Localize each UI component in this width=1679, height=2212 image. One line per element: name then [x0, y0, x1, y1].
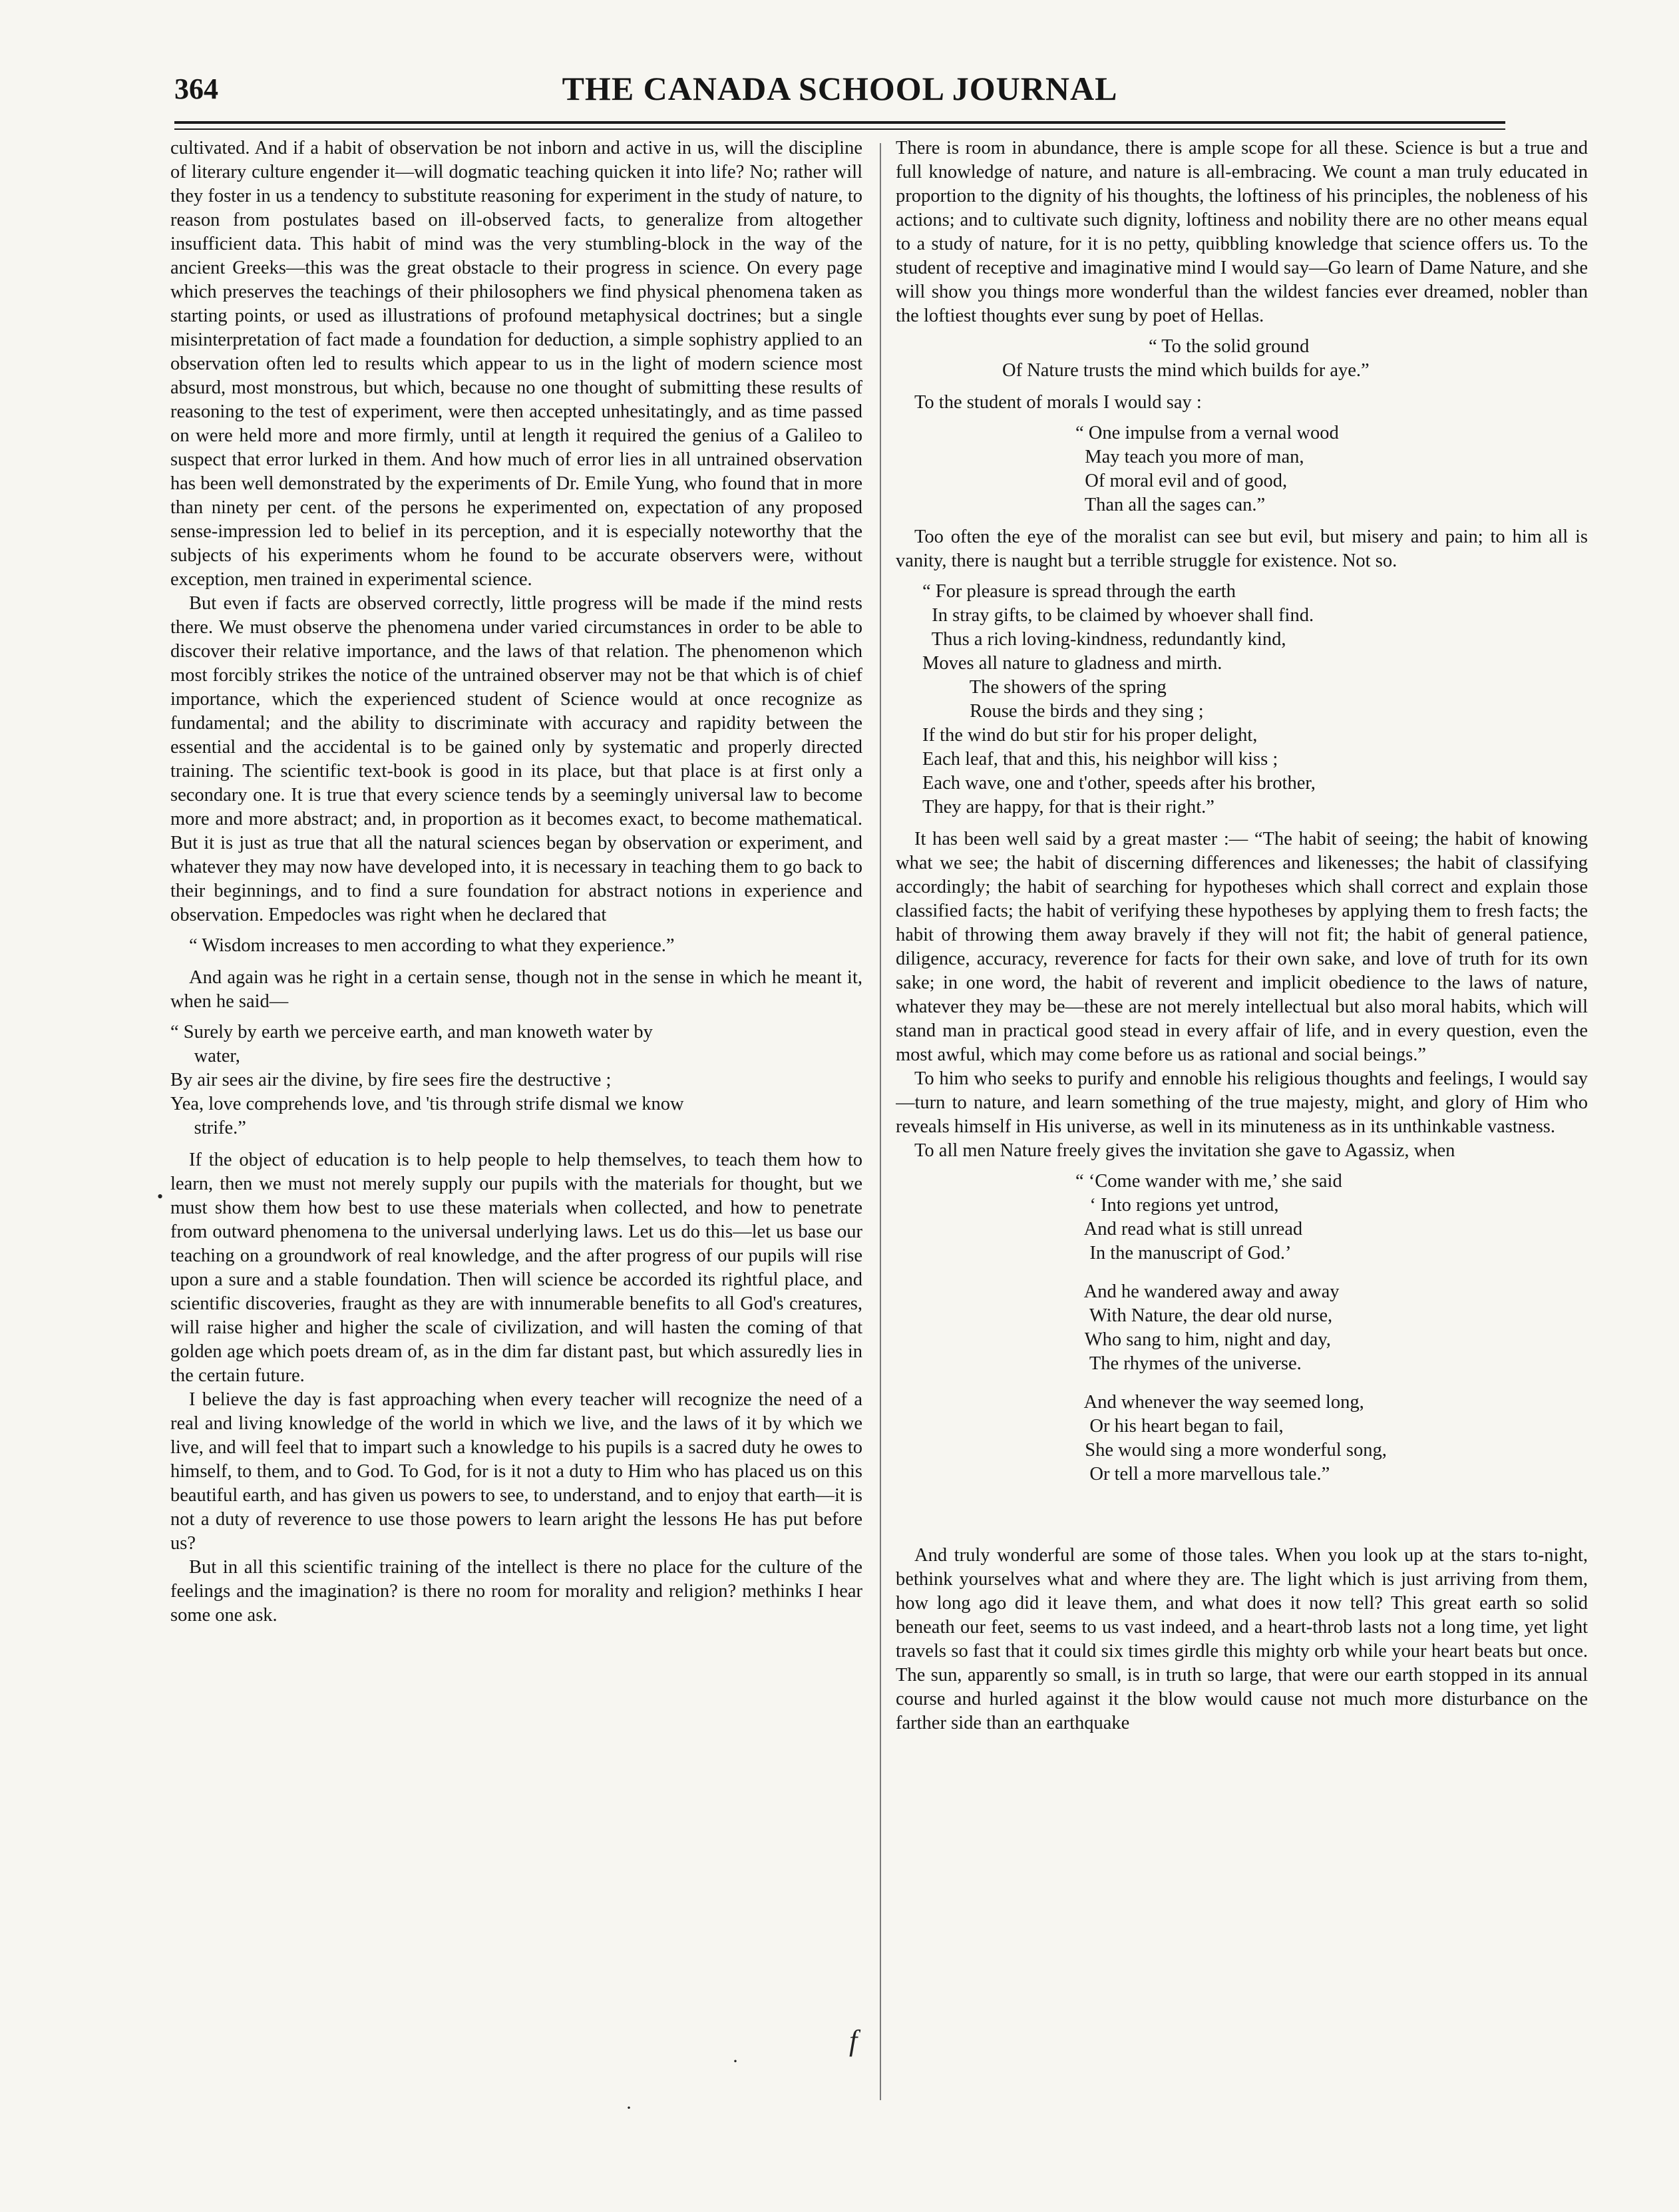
poem-line: Rouse the birds and they sing ;: [922, 701, 1204, 722]
paragraph: There is room in abundance, there is ample scope for all these. Science is but a true and full knowledge of nature, and nature is all-embracing. We count a man truly educated in proportion to the dignity of his thoughts, the loftiness of his principles, the nobleness of his actions; and to cultivate such dignity, loftiness and nobility there are no other means equal to a study of nature, for it is no petty, quibbling knowledge that science offers us. To the student of receptive and imaginative mind I would say—Go learn of Dame Nature, and she will show you things more wonderful than the wildest fancies ever dreamed, nobler than the loftiest thoughts ever sung by poet of Hellas.: [896, 138, 1588, 326]
paragraph: To all men Nature freely gives the invitation she gave to Agassiz, when: [914, 1140, 1455, 1161]
poem-line: She would sing a more wonderful song,: [1075, 1440, 1387, 1460]
footer-mark: f: [849, 2024, 858, 2057]
poem-line: The showers of the spring: [922, 677, 1167, 698]
stanza-break: [1075, 1265, 1588, 1280]
paragraph: I believe the day is fast approaching when every teacher will recognize the need of a real and living knowledge of the world in which we live, and the laws of it by which we live, and will feel that to impart such a knowledge to his pupils is a sacred duty he owes to himself, to them, and to God. To God, for is it not a duty to Him who has placed us on this beautiful earth, and has given us powers to see, to understand, and to enjoy that earth—it is not a duty of reverence to use those powers to learn aright the lessons He has put before us?: [170, 1389, 862, 1554]
column-divider: [880, 143, 881, 2100]
poem: [896, 580, 1588, 819]
quote-line: water,: [170, 1046, 240, 1066]
right-column: [896, 136, 1588, 2120]
poem-line: And he wandered away and away: [1075, 1281, 1340, 1302]
poem-line: Moves all nature to gladness and mirth.: [922, 653, 1222, 674]
section-gap: [896, 1494, 1588, 1544]
header-rule-thick: [174, 121, 1505, 124]
quotation: [896, 335, 1588, 383]
paragraph: Too often the eye of the moralist can see but evil, but misery and pain; to him all is vanity, there is naught but a terrible struggle for existence. Not so.: [896, 527, 1588, 571]
ink-dot: ·: [626, 2097, 632, 2119]
poem-line: “ For pleasure is spread through the earth: [922, 581, 1236, 602]
quote-line: Of Nature trusts the mind which builds for aye.”: [1002, 360, 1370, 381]
poem-line: Or tell a more marvellous tale.”: [1075, 1464, 1330, 1484]
poem: [896, 1170, 1588, 1486]
quotation: [170, 1020, 862, 1140]
paragraph: But even if facts are observed correctly, little progress will be made if the mind rests there. We must observe the phenomena under varied circumstances in order to be able to discover their relative importance, and the laws of that relation. The phenomenon which most forcibly strikes the notice of the untrained observer may not be that which is of chief importance, which the experienced student of Science would at once recognize as fundamental; and the ability to discriminate with accuracy and rapidity between the essential and the accidental is to be gained only by systematic and properly directed training. The scientific text-book is good in its place, but that place is at first only a secondary one. It is true that every science tends by a seemingly universal law to become more and more abstract; and, in proportion as it becomes exact, to become mathematical. But it is just as true that all the natural sciences began by observation or experiment, and whatever they may now have developed into, it is necessary in teaching them to go back to their beginnings, and to find a sure foundation for abstract notions in experience and observation. Empedocles was right when he declared that: [170, 593, 862, 925]
quote-line: “ To the solid ground: [1149, 336, 1310, 357]
paragraph: And again was he right in a certain sense, though not in the sense in which he meant it, when he said—: [170, 967, 862, 1012]
quote-line: Of moral evil and of good,: [1075, 471, 1288, 491]
paragraph: It has been well said by a great master :— “The habit of seeing; the habit of knowing what we see; the habit of discerning differences and likenesses; the habit of classifying accordingly; the habit of searching for hypotheses which shall correct and explain those classified facts; the habit of verifying these hypotheses by applying them to fresh facts; the habit of throwing them away bravely if they will not fit; the habit of general patience, diligence, accuracy, reverence for facts for their own sake, and love of truth for its own sake; in one word, the habit of reverent and implicit obedience to the laws of nature, whatever they may be—these are not merely intellectual but also moral habits, which will stand man in practical good stead in every affair of life, and in every question, even the most awful, which may come before us as rational and social beings.”: [896, 829, 1588, 1065]
poem-line: Each leaf, that and this, his neighbor will kiss ;: [922, 749, 1278, 770]
poem-line: In the manuscript of God.’: [1075, 1243, 1292, 1263]
poem-line: If the wind do but stir for his proper delight,: [922, 725, 1258, 746]
quotation: [170, 934, 862, 958]
quotation: [896, 421, 1588, 517]
poem-line: Thus a rich loving-kindness, redundantly kind,: [922, 629, 1286, 650]
header-rule-thin: [174, 128, 1505, 130]
page-number: 364: [174, 73, 218, 105]
paragraph: If the object of education is to help people to help themselves, to teach them how to learn, then we must not merely supply our pupils with the materials for thought, but we must show them how best to use these materials when collected, and how to penetrate from outward phenomena to the universal underlying laws. Let us do this—let us base our teaching on a groundwork of real knowledge, and the after progress of our pupils will rise upon a sure and a stable foundation. Then will science be accorded its rightful place, and scientific discoveries, fraught as they are with innumerable benefits to all God's creatures, will raise higher and higher the scale of civilization, and will hasten the coming of that golden age which poets dream of, as in the dim far distant past, but which assuredly lies in the certain future.: [170, 1150, 862, 1386]
margin-bullet: •: [157, 1187, 164, 1206]
poem-line: And whenever the way seemed long,: [1075, 1392, 1364, 1413]
poem-line: The rhymes of the universe.: [1075, 1353, 1302, 1374]
paragraph: And truly wonderful are some of those tales. When you look up at the stars to-night, bethink yourselves what and where they are. The light which is just arriving from them, how long ago did it leave them, and what does it now tell? This great earth so solid beneath our feet, seems to us vast indeed, and a heart-throb lasts not a long time, yet light travels so fast that it could six times girdle this mighty orb while your heart beats but once. The sun, apparently so small, is in truth so large, that were our earth stopped in its annual course and hurled against it the blow would cause not much more disturbance on the farther side than an earthquake: [896, 1545, 1588, 1733]
poem-line: Who sang to him, night and day,: [1075, 1329, 1331, 1350]
quote-line: May teach you more of man,: [1075, 447, 1304, 467]
left-column: [170, 136, 862, 2120]
quote-line: “ One impulse from a vernal wood: [1075, 423, 1339, 443]
quote-line: “ Wisdom increases to men according to what they experience.”: [189, 935, 675, 956]
paragraph: To the student of morals I would say :: [914, 392, 1202, 413]
poem-line: Or his heart began to fail,: [1075, 1416, 1284, 1437]
quote-line: “ Surely by earth we perceive earth, and man knoweth water by: [170, 1022, 653, 1042]
poem-line: And read what is still unread: [1075, 1219, 1303, 1239]
ink-dot: ·: [732, 2050, 739, 2072]
poem-line: Each wave, one and t'other, speeds after his brother,: [922, 773, 1316, 793]
poem-line: With Nature, the dear old nurse,: [1075, 1305, 1333, 1326]
paragraph: cultivated. And if a habit of observation be not inborn and active in us, will the discipline of literary culture engender it—will dogmatic teaching quicken it into life? No; rather will they foster in us a tendency to substitute reasoning for experiment in the study of nature, to reason from postulates based on ill-observed facts, to generalize from altogether insufficient data. This habit of mind was the very stumbling-block in the way of the ancient Greeks—this was the great obstacle to their progress in science. On every page which preserves the teachings of their philosophers we find physical phenomena taken as starting points, or used as illustrations of profound metaphysical doctrines; but a single misinterpretation of fact made a foundation for deduction, a simple sophistry applied to an observation often led to results which appear to us in the light of modern science most absurd, most monstrous, but which, because no one thought of submitting these results of reasoning to the test of experiment, were then accepted unhesitatingly, and as time passed on were held more and more firmly, until at length it required the genius of a Galileo to suspect that error lurked in them. And how much of error lies in all untrained observation has been well demonstrated by the experiments of Dr. Emile Yung, who found that in more than ninety per cent. of the persons he experimented on, expectation of any proposed sense-impression led to belief in its perception, and it is especially noteworthy that the subjects of his experiments whom he found to be accurate observers were, without exception, men trained in experimental science.: [170, 138, 862, 590]
quote-line: Yea, love comprehends love, and 'tis through strife dismal we know: [170, 1094, 684, 1114]
stanza-break: [1075, 1376, 1588, 1391]
page-header: [174, 67, 1505, 113]
poem-line: ‘ Into regions yet untrod,: [1075, 1195, 1279, 1216]
quote-line: strife.”: [170, 1118, 246, 1138]
quote-line: Than all the sages can.”: [1075, 495, 1266, 515]
quote-line: By air sees air the divine, by fire sees fire the destructive ;: [170, 1070, 612, 1090]
poem-line: They are happy, for that is their right.”: [922, 797, 1214, 817]
poem-line: In stray gifts, to be claimed by whoever shall find.: [922, 605, 1314, 626]
paragraph: But in all this scientific training of the intellect is there no place for the culture of the feelings and the imagination? is there no room for morality and religion? methinks I hear some one ask.: [170, 1557, 862, 1626]
poem-line: “ ‘Come wander with me,’ she said: [1075, 1171, 1342, 1192]
journal-title: THE CANADA SCHOOL JOURNAL: [562, 70, 1118, 107]
paragraph: To him who seeks to purify and ennoble his religious thoughts and feelings, I would say—turn to nature, and learn something of the true majesty, might, and glory of Him who reveals himself in His universe, as well in its minuteness as in its unthinkable vastness.: [896, 1068, 1588, 1137]
